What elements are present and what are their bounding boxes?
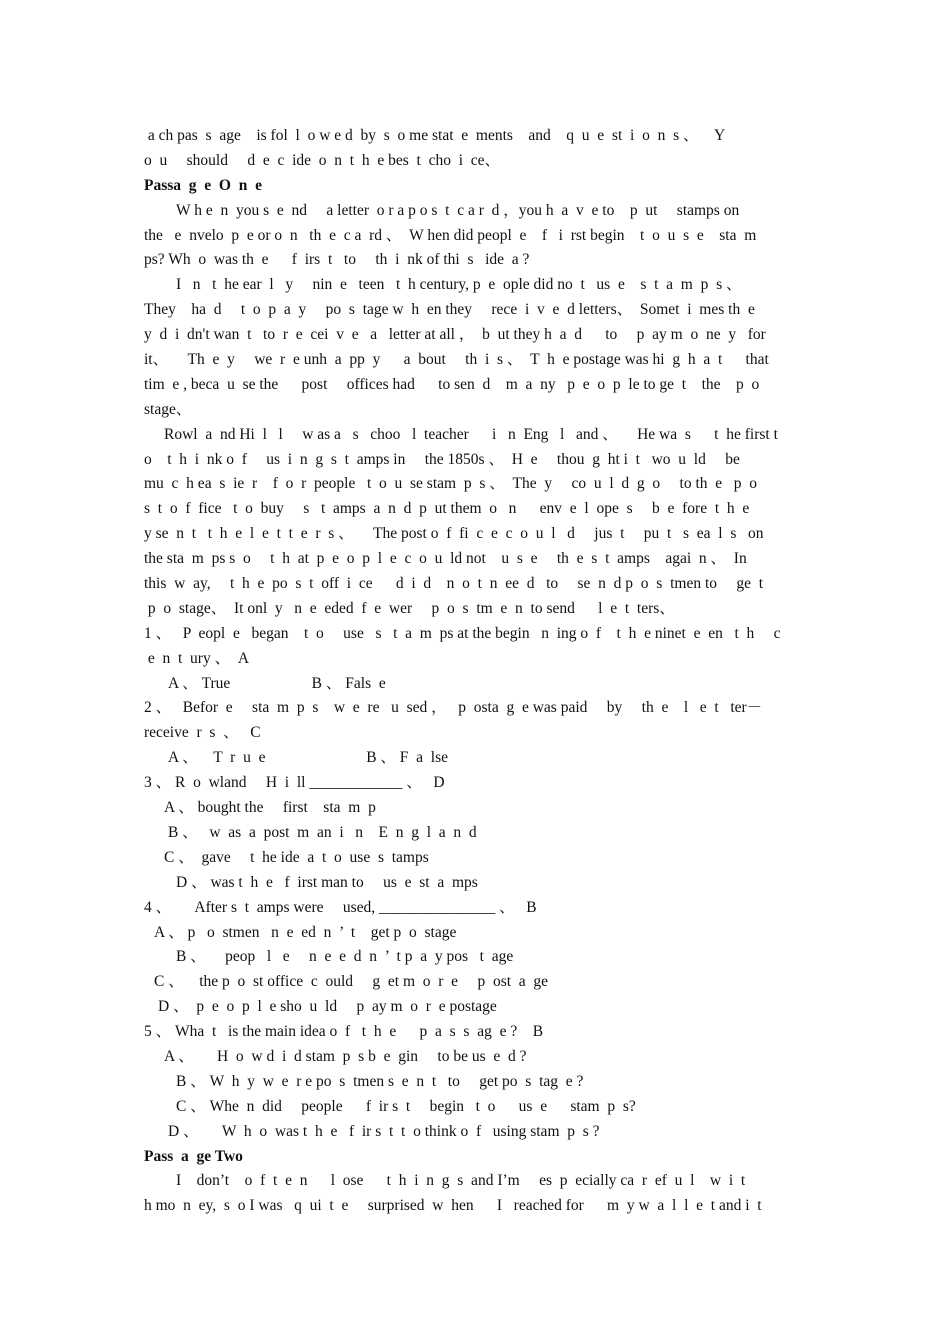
text-line: A 、 p o stmen n e ed n ’ t get p o stage [154,923,457,941]
text-line: h mo n ey, s o I was q ui t e surprised w hen I reached for m y w a l l e t and i t [144,1197,762,1215]
text-line: 1 、 P eopl e began t o use s t a m ps at the begin n ing o f t h e ninet e en t h c [144,624,781,642]
text-line: receive r s 、 C [144,724,261,742]
text-line: 5 、 Wha t is the main idea o f t h e p a s s ag e ? B [144,1023,544,1041]
text-line: y d i dn't wan t to r e cei v e a letter at all ， b ut they h a d to p ay m o ne y for [144,326,766,344]
text-line: ps? Wh o was th e f irs t to th i nk of thi s ide a ? [144,251,530,269]
section-heading: Passa g e O n e [144,176,262,194]
text-line: Rowl a nd Hi l l w as a s choo l teacher i n Eng l and 、 He wa s t he first t [164,425,778,443]
text-line: A 、 bought the first sta m p [164,799,376,817]
text-line: D 、 W h o was t h e f ir s t t o think o f using stam p s ? [168,1122,600,1140]
text-line: stage、 [144,400,192,418]
text-line: A 、 True B 、 Fals e [168,674,386,692]
text-line: 2 、 Befor e sta m p s w e re u sed ， p osta g e was paid by th e l e t ter－ [144,699,763,717]
text-line: o u should d e c ide o n t h e bes t cho i ce、 [144,151,501,169]
text-line: mu c h ea s ie r f o r people t o u se stam p s 、 The y co u l d g o to th e p o [144,475,758,493]
text-line: C 、 Whe n did people f ir s t begin t o us e stam p s? [176,1097,636,1115]
text-line: B 、 w as a post m an i n E n g l a n d [168,823,477,841]
text-line: B 、 peop l e n e e d n ’ t p a y pos t age [176,948,514,966]
text-line: this w ay, t h e po s t off i ce d i d n o t n ee d to se n d p o s tmen to ge t [144,575,764,593]
text-line: D 、 p e o p l e sho u ld p ay m o r e postage [158,998,497,1016]
text-line: the sta m ps s o t h at p e o p l e c o u ld not u s e th e s t amps agai n 、 In [144,550,747,568]
text-line: y se n t t h e l e t t e r s 、 The post o f fi c e c o u l d jus t pu t s ea l s on [144,525,764,543]
text-line: s t o f fice t o buy s t amps a n d p ut them o n env e l ope s b e fore t h e [144,500,750,518]
text-line: a ch pas s age is fol l o w e d by s o me stat e ments and q u e st i o n s 、 Y [144,127,726,144]
text-line: it、 Th e y we r e unh a pp y a bout th i s 、 T h e postage was hi g h a t that [144,351,769,369]
text-line: o t h i nk o f us i n g s t amps in the 1850s 、 H e thou g ht i t wo u ld be [144,450,740,468]
section-heading: Pass a ge Two [144,1147,243,1165]
text-line: p o stage、 It onl y n e eded f e wer p o s tm e n to send l e t ters、 [144,599,675,617]
text-line: 3 、 R o wland H i ll ____________ 、 D [144,774,445,792]
text-line: tim e , beca u se the post offices had to sen d m a ny p e o p le to ge t the p o [144,375,760,393]
text-line: C 、 the p o st office c ould g et m o r e p ost a ge [154,973,549,991]
text-line: A 、 H o w d i d stam p s b e gin to be us e d ? [164,1047,527,1065]
text-line: W h e n you s e nd a letter o r a p o s t c a r d ，you h a v e to p ut stamps on [176,201,740,219]
text-line: the e nvelo p e or o n th e c a rd 、 W hen did peopl e f i rst begin t o u s e sta m [144,226,757,244]
document-page [144,124,808,1219]
text-line: B 、 W h y w e r e po s tmen s e n t to get po s tag e ? [176,1072,584,1090]
text-line: e n t ury 、 A [144,649,250,667]
text-line: C 、 gave t he ide a t o use s tamps [164,848,429,866]
text-line: I n t he ear l y nin e teen t h century, p e ople did no t us e s t a m p s 、 [176,276,742,294]
text-line: A 、 T r u e B 、 F a lse [168,749,448,767]
text-line: 4 、 After s t amps were used, _______________ 、 B [144,898,537,916]
text-line: I don’t o f t e n l ose t h i n g s and I’m es p ecially ca r ef u l w i t [176,1172,746,1190]
text-line: They ha d t o p a y po s tage w h en they rece i v e d letters、 Somet i mes th e [144,301,755,319]
text-line: D 、 was t h e f irst man to us e st a mps [176,873,478,891]
